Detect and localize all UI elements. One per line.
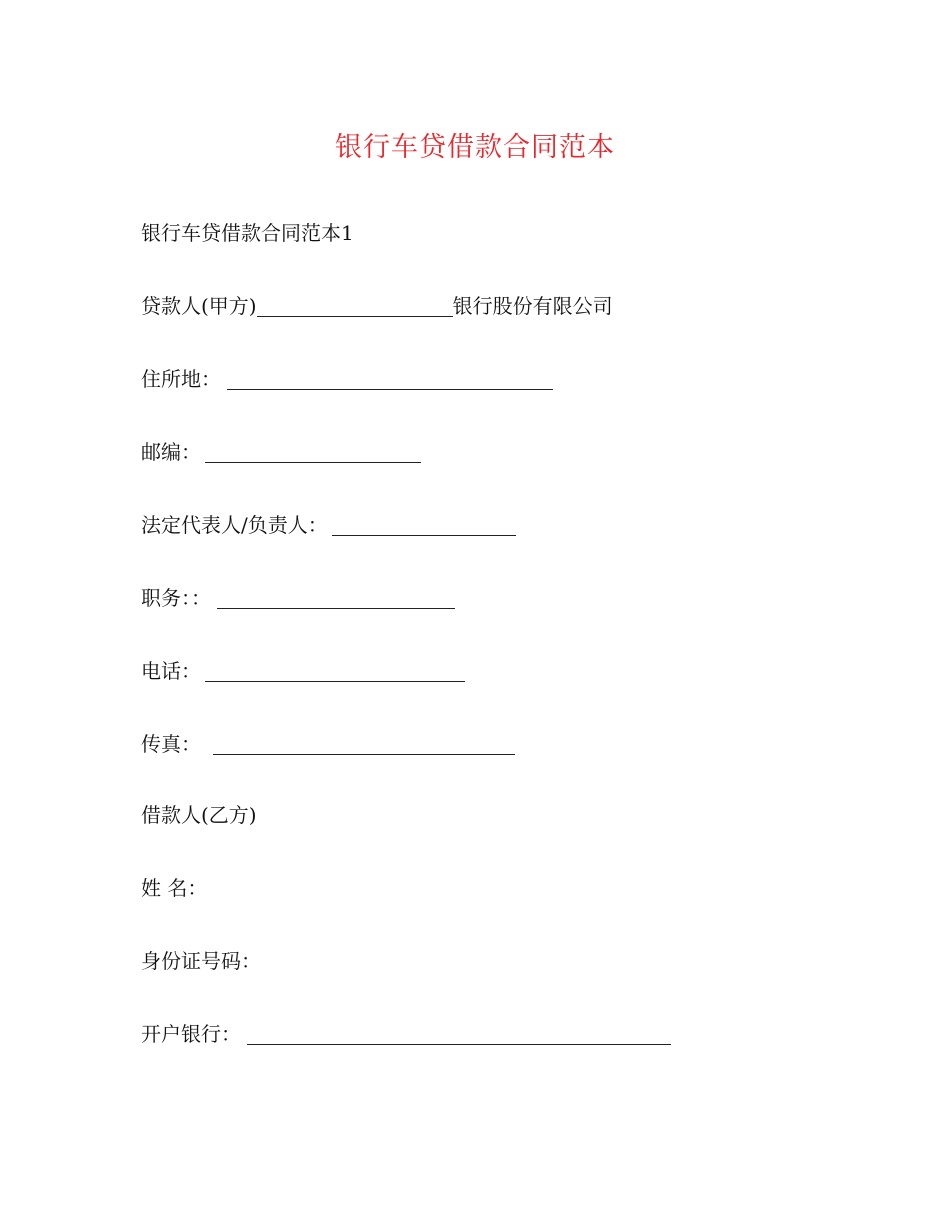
position-label: 职务：： <box>141 586 211 610</box>
position-line <box>141 583 455 613</box>
legal-rep-line <box>141 510 516 540</box>
name-label: 姓 名： <box>141 876 208 900</box>
bank-label: 开户银行： <box>141 1022 241 1046</box>
phone-blank <box>205 659 465 682</box>
postcode-line <box>141 437 421 467</box>
borrower-label: 借款人(乙方) <box>141 803 257 827</box>
contract-heading <box>141 218 354 248</box>
borrower-line <box>141 800 257 830</box>
lender-suffix: 银行股份有限公司 <box>452 294 613 318</box>
legal-rep-label: 法定代表人/负责人： <box>141 513 328 537</box>
address-label: 住所地： <box>141 367 221 391</box>
postcode-label: 邮编： <box>141 440 201 464</box>
lender-line <box>141 291 613 321</box>
legal-rep-blank <box>332 513 516 536</box>
id-label: 身份证号码： <box>141 949 261 973</box>
address-blank <box>227 367 553 390</box>
position-blank <box>217 586 455 609</box>
bank-line <box>141 1019 671 1049</box>
name-line <box>141 873 207 903</box>
fax-line <box>141 729 515 759</box>
document-title: 银行车贷借款合同范本 <box>335 132 615 163</box>
phone-label: 电话： <box>141 659 201 683</box>
lender-label: 贷款人(甲方) <box>141 294 257 318</box>
contract-heading-text: 银行车贷借款合同范本1 <box>141 221 354 245</box>
bank-blank <box>247 1022 671 1045</box>
id-line <box>141 946 261 976</box>
postcode-blank <box>205 440 421 463</box>
address-line <box>141 364 553 394</box>
fax-blank <box>213 732 515 755</box>
phone-line <box>141 656 465 686</box>
lender-blank <box>257 294 453 317</box>
fax-label: 传真： <box>141 732 201 756</box>
